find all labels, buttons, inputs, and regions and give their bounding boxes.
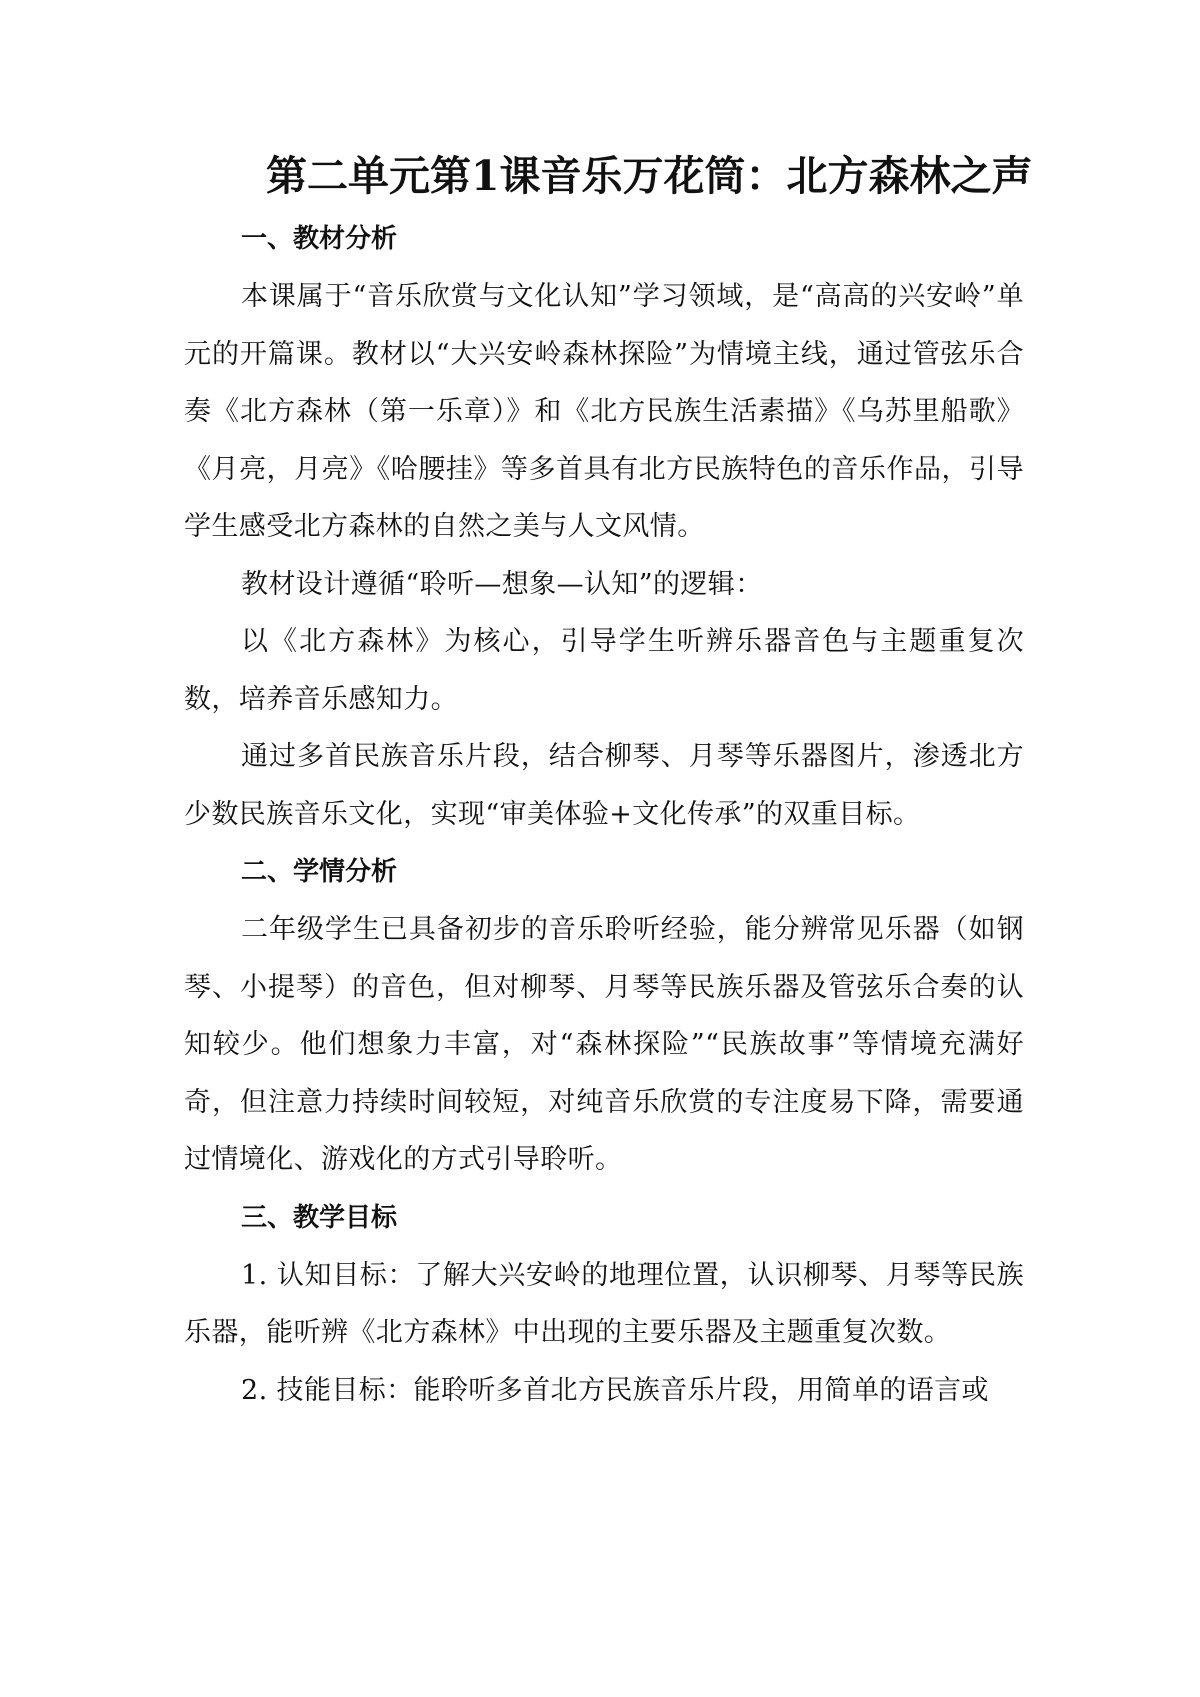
paragraph: 1. 认知目标：了解大兴安岭的地理位置，认识柳琴、月琴等民族乐器，能听辨《北方森林》中出现的主要乐器及主题重复次数。	[184, 1259, 1024, 1348]
section-heading-material-analysis: 一、教材分析	[241, 224, 398, 254]
section-heading-teaching-goals: 三、教学目标	[241, 1202, 398, 1233]
document-title: 第二单元第1课音乐万花筒：北方森林之声	[266, 152, 1033, 200]
section-heading-student-analysis: 二、学情分析	[241, 857, 398, 887]
paragraph: 以《北方森林》为核心，引导学生听辨乐器音色与主题重复次数，培养音乐感知力。	[184, 626, 1024, 715]
paragraph: 2. 技能目标：能聆听多首北方民族音乐片段，用简单的语言或	[241, 1374, 989, 1406]
document-page	[184, 148, 1033, 1419]
paragraph: 二年级学生已具备初步的音乐聆听经验，能分辨常见乐器（如钢琴、小提琴）的音色，但对柳琴、月琴等民族乐器及管弦乐合奏的认知较少。他们想象力丰富，对“森林探险”“民族故事”等情境充满好奇，但注意力持续时间较短，对纯音乐欣赏的专注度易下降，需要通过情境化、游戏化的方式引导聆听。	[184, 914, 1024, 1175]
paragraph: 通过多首民族音乐片段，结合柳琴、月琴等乐器图片，渗透北方少数民族音乐文化，实现“审美体验+文化传承”的双重目标。	[184, 741, 1024, 830]
paragraph: 本课属于“音乐欣赏与文化认知”学习领域，是“高高的兴安岭”单元的开篇课。教材以“大兴安岭森林探险”为情境主线，通过管弦乐合奏《北方森林（第一乐章）》和《北方民族生活素描》《乌苏里船歌》《月亮，月亮》《哈腰挂》等多首具有北方民族特色的音乐作品，引导学生感受北方森林的自然之美与人文风情。	[184, 281, 1024, 542]
paragraph: 教材设计遵循“聆听—想象—认知”的逻辑：	[241, 568, 763, 600]
